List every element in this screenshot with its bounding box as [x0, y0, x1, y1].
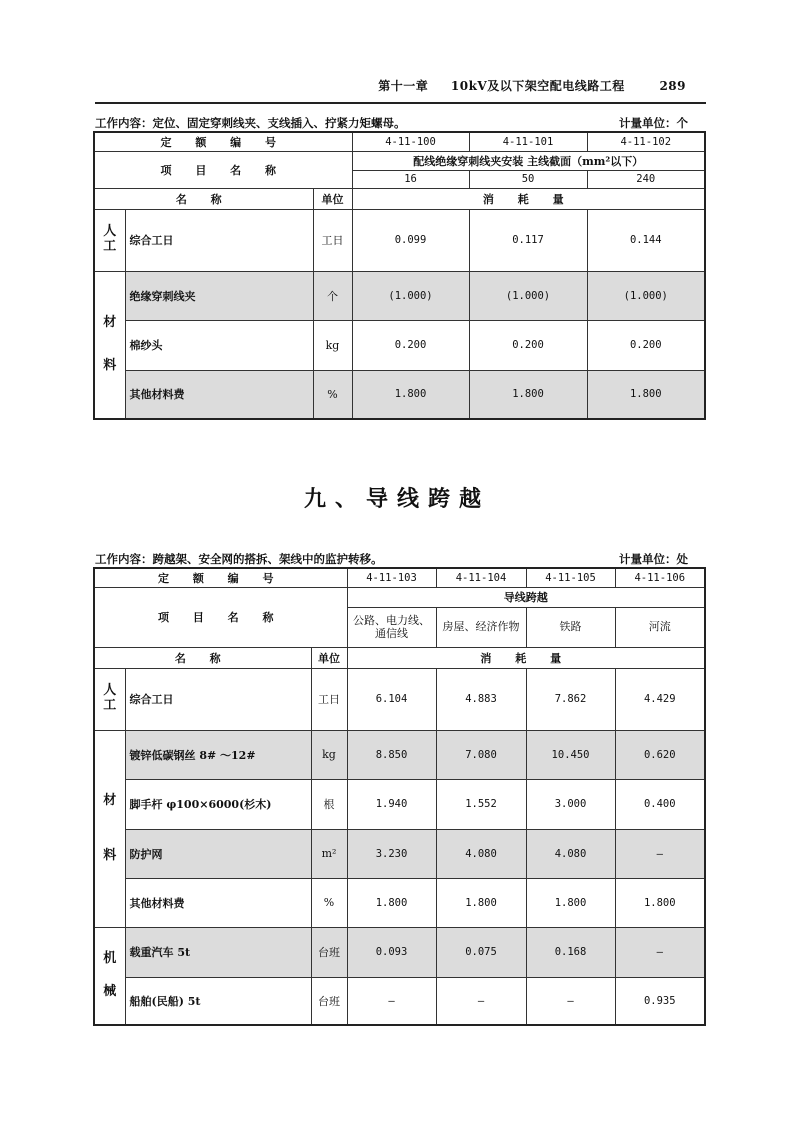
- resource-unit: m²: [311, 829, 347, 878]
- value-cell: 1.800: [436, 878, 526, 927]
- resource-name: 棉纱头: [125, 320, 313, 370]
- quota-code: 4-11-103: [347, 568, 436, 587]
- value-cell: —: [347, 977, 436, 1025]
- resource-name: 船舶(民船) 5t: [125, 977, 311, 1025]
- chapter-label: 第十一章: [378, 79, 429, 93]
- resource-name: 绝缘穿刺线夹: [125, 271, 313, 320]
- sub-header: 铁路: [526, 607, 615, 647]
- quota-code: 4-11-101: [469, 132, 587, 151]
- sub-header: 房屋、经济作物: [436, 607, 526, 647]
- chapter-title: 10kV及以下架空配电线路工程: [450, 79, 625, 93]
- value-cell: 0.935: [615, 977, 705, 1025]
- name-column-label: 名 称: [94, 647, 311, 668]
- value-cell: 1.940: [347, 779, 436, 829]
- resource-name: 其他材料费: [125, 370, 313, 419]
- consumption-label: 消 耗 量: [347, 647, 705, 668]
- resource-name: 镀锌低碳钢丝 8# ～12#: [125, 730, 311, 779]
- value-cell: 7.080: [436, 730, 526, 779]
- value-cell: (1.000): [352, 271, 469, 320]
- resource-unit: 台班: [311, 927, 347, 977]
- value-cell: 0.144: [587, 209, 705, 271]
- resource-unit: kg: [311, 730, 347, 779]
- resource-name: 综合工日: [125, 668, 311, 730]
- quota-code: 4-11-106: [615, 568, 705, 587]
- value-cell: 8.850: [347, 730, 436, 779]
- value-cell: —: [615, 829, 705, 878]
- value-cell: 0.200: [352, 320, 469, 370]
- value-cell: 0.400: [615, 779, 705, 829]
- page-number: 289: [659, 79, 686, 93]
- table2-unit: 计量单位：处: [619, 552, 688, 566]
- category-machine: 机 械: [94, 927, 125, 1025]
- category-labor: 人 工: [94, 668, 125, 730]
- value-cell: 6.104: [347, 668, 436, 730]
- unit-column-label: 单位: [311, 647, 347, 668]
- value-cell: —: [436, 977, 526, 1025]
- value-cell: 0.099: [352, 209, 469, 271]
- consumption-label: 消 耗 量: [352, 188, 705, 209]
- sub-header: 50: [469, 170, 587, 188]
- resource-unit: %: [313, 370, 352, 419]
- value-cell: 10.450: [526, 730, 615, 779]
- resource-unit: 台班: [311, 977, 347, 1025]
- resource-name: 脚手杆 φ100×6000(杉木): [125, 779, 311, 829]
- resource-name: 其他材料费: [125, 878, 311, 927]
- resource-unit: 工日: [313, 209, 352, 271]
- value-cell: 4.429: [615, 668, 705, 730]
- resource-name: 载重汽车 5t: [125, 927, 311, 977]
- value-cell: 1.800: [347, 878, 436, 927]
- quota-code: 4-11-105: [526, 568, 615, 587]
- unit-column-label: 单位: [313, 188, 352, 209]
- table1-work-content: 工作内容：定位、固定穿刺线夹、支线插入、拧紧力矩螺母。: [95, 116, 406, 130]
- value-cell: 1.800: [526, 878, 615, 927]
- table2-work-content: 工作内容：跨越架、安全网的搭拆、架线中的监护转移。: [95, 552, 383, 566]
- value-cell: (1.000): [587, 271, 705, 320]
- resource-name: 综合工日: [125, 209, 313, 271]
- category-material: 材 料: [94, 730, 125, 927]
- value-cell: 7.862: [526, 668, 615, 730]
- section-title: 九、导线跨越: [303, 486, 490, 512]
- item-name-label: 项 目 名 称: [94, 587, 347, 647]
- resource-unit: 根: [311, 779, 347, 829]
- resource-unit: 工日: [311, 668, 347, 730]
- value-cell: 0.168: [526, 927, 615, 977]
- quota-code: 4-11-100: [352, 132, 469, 151]
- value-cell: 0.620: [615, 730, 705, 779]
- value-cell: 0.075: [436, 927, 526, 977]
- code-label: 定 额 编 号: [94, 132, 352, 151]
- value-cell: 4.883: [436, 668, 526, 730]
- running-header: [95, 72, 706, 104]
- group-title: 导线跨越: [347, 587, 705, 607]
- value-cell: 3.000: [526, 779, 615, 829]
- running-header-text: [378, 77, 686, 94]
- value-cell: 1.552: [436, 779, 526, 829]
- value-cell: —: [526, 977, 615, 1025]
- value-cell: 1.800: [615, 878, 705, 927]
- sub-header: 河流: [615, 607, 705, 647]
- value-cell: 4.080: [526, 829, 615, 878]
- value-cell: 1.800: [587, 370, 705, 419]
- value-cell: 0.117: [469, 209, 587, 271]
- category-labor: 人 工: [94, 209, 125, 271]
- value-cell: 3.230: [347, 829, 436, 878]
- value-cell: 4.080: [436, 829, 526, 878]
- sub-header: 16: [352, 170, 469, 188]
- value-cell: 1.800: [352, 370, 469, 419]
- quota-code: 4-11-102: [587, 132, 705, 151]
- category-material: 材 料: [94, 271, 125, 419]
- quota-table-1: [93, 131, 706, 420]
- sub-header: 240: [587, 170, 705, 188]
- value-cell: (1.000): [469, 271, 587, 320]
- value-cell: —: [615, 927, 705, 977]
- resource-unit: 个: [313, 271, 352, 320]
- sub-header: 公路、电力线、通信线: [347, 607, 436, 647]
- resource-unit: %: [311, 878, 347, 927]
- resource-name: 防护网: [125, 829, 311, 878]
- quota-table-2: [93, 567, 706, 1026]
- resource-unit: kg: [313, 320, 352, 370]
- group-title: 配线绝缘穿刺线夹安装 主线截面（mm²以下）: [352, 151, 705, 170]
- quota-code: 4-11-104: [436, 568, 526, 587]
- table1-unit: 计量单位：个: [619, 116, 688, 130]
- value-cell: 0.200: [587, 320, 705, 370]
- value-cell: 0.200: [469, 320, 587, 370]
- value-cell: 0.093: [347, 927, 436, 977]
- code-label: 定 额 编 号: [94, 568, 347, 587]
- name-column-label: 名 称: [94, 188, 313, 209]
- value-cell: 1.800: [469, 370, 587, 419]
- item-name-label: 项 目 名 称: [94, 151, 352, 188]
